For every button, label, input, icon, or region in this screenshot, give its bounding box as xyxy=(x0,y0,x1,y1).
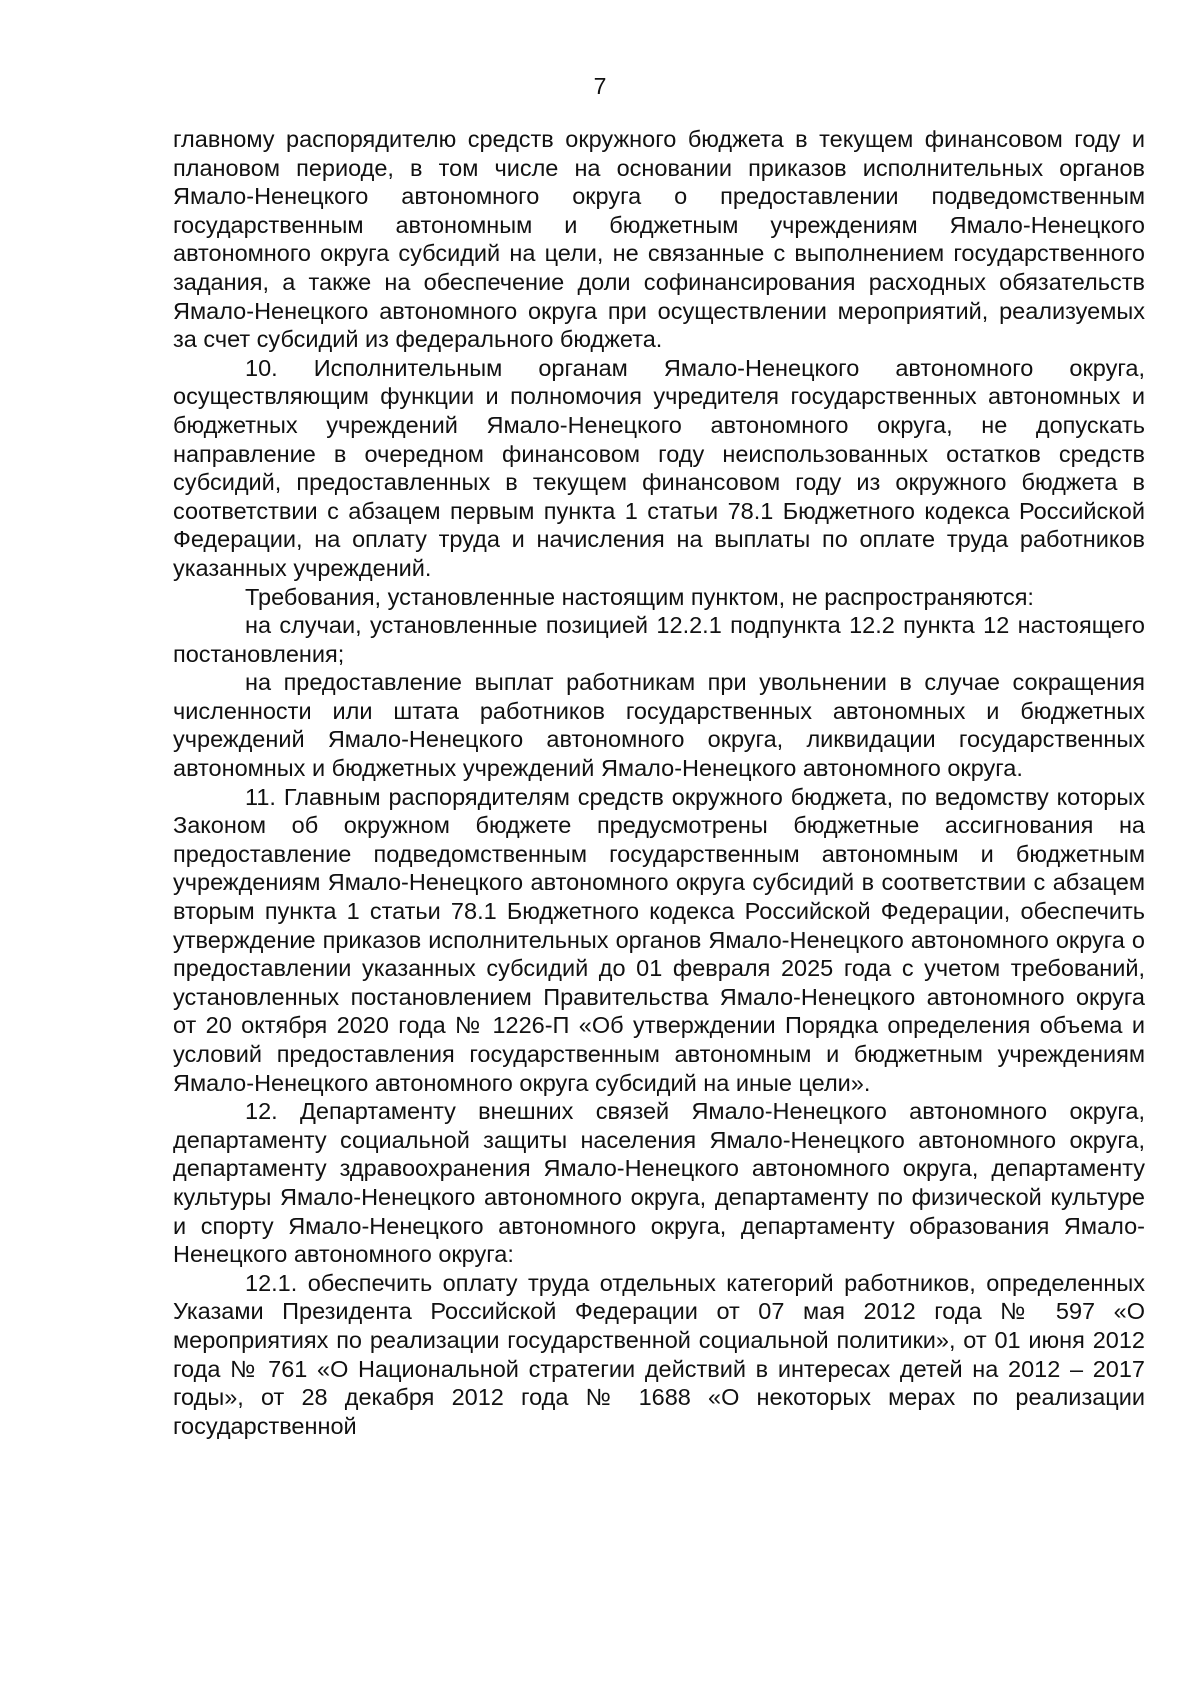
document-body xyxy=(173,125,1145,1440)
page-number: 7 xyxy=(593,73,607,99)
paragraph-item-12-1: 12.1. обеспечить оплату труда отдельных категорий работников, определенных Указами Президента Российской Федерации от 07 мая 2012 года № 597 «О мероприятиях по реализации государственной социальной политики», от 01 июня 2012 года № 761 «О Национальной стратегии действий в интересах детей на 2012 – 2017 годы», от 28 декабря 2012 года № 1688 «О некоторых мерах по реализации государственной xyxy=(173,1269,1145,1439)
paragraph-continuation: главному распорядителю средств окружного бюджета в текущем финансовом году и плановом периоде, в том числе на основании приказов исполнительных органов Ямало-Ненецкого автономного округа о предоставлении подведомственным государственным автономным и бюджетным учреждениям Ямало-Ненецкого автономного округа субсидий на цели, не связанные с выполнением государственного задания, а также на обеспечение доли софинансирования расходных обязательств Ямало-Ненецкого автономного округа при осуществлении мероприятий, реализуемых за счет субсидий из федерального бюджета. xyxy=(173,126,1145,353)
paragraph-exception-dismissal: на предоставление выплат работникам при увольнении в случае сокращения численности или штата работников государственных автономных и бюджетных учреждений Ямало-Ненецкого автономного округа, ликвидации государственных автономных и бюджетных учреждений Ямало-Ненецкого автономного округа. xyxy=(173,669,1145,782)
paragraph-item-11: 11. Главным распорядителям средств окружного бюджета, по ведомству которых Законом об окружном бюджете предусмотрены бюджетные ассигнования на предоставление подведомственным государственным автономным и бюджетным учреждениям Ямало-Ненецкого автономного округа субсидий в соответствии с абзацем вторым пункта 1 статьи 78.1 Бюджетного кодекса Российской Федерации, обеспечить утверждение приказов исполнительных органов Ямало-Ненецкого автономного округа о предоставлении указанных субсидий до 01 февраля 2025 года с учетом требований, установленных постановлением Правительства Ямало-Ненецкого автономного округа от 20 октября 2020 года № 1226-П «Об утверждении Порядка определения объема и условий предоставления государственным автономным и бюджетным учреждениям Ямало-Ненецкого автономного округа субсидий на иные цели». xyxy=(173,783,1145,1096)
paragraph-item-10: 10. Исполнительным органам Ямало-Ненецкого автономного округа, осуществляющим функции и полномочия учредителя государственных автономных и бюджетных учреждений Ямало-Ненецкого автономного округа, не допускать направление в очередном финансовом году неиспользованных остатков средств субсидий, предоставленных в текущем финансовом году из окружного бюджета в соответствии с абзацем первым пункта 1 статьи 78.1 Бюджетного кодекса Российской Федерации, на оплату труда и начисления на выплаты по оплате труда работников указанных учреждений. xyxy=(173,354,1145,581)
paragraph-item-12: 12. Департаменту внешних связей Ямало-Ненецкого автономного округа, департаменту социальной защиты населения Ямало-Ненецкого автономного округа, департаменту здравоохранения Ямало-Ненецкого автономного округа, департаменту культуры Ямало-Ненецкого автономного округа, департаменту по физической культуре и спорту Ямало-Ненецкого автономного округа, департаменту образования Ямало-Ненецкого автономного округа: xyxy=(173,1098,1145,1268)
paragraph-requirements-exceptions: Требования, установленные настоящим пунктом, не распространяются: xyxy=(245,583,1034,610)
paragraph-exception-cases: на случаи, установленные позицией 12.2.1 подпункта 12.2 пункта 12 настоящего постановления; xyxy=(173,612,1145,667)
